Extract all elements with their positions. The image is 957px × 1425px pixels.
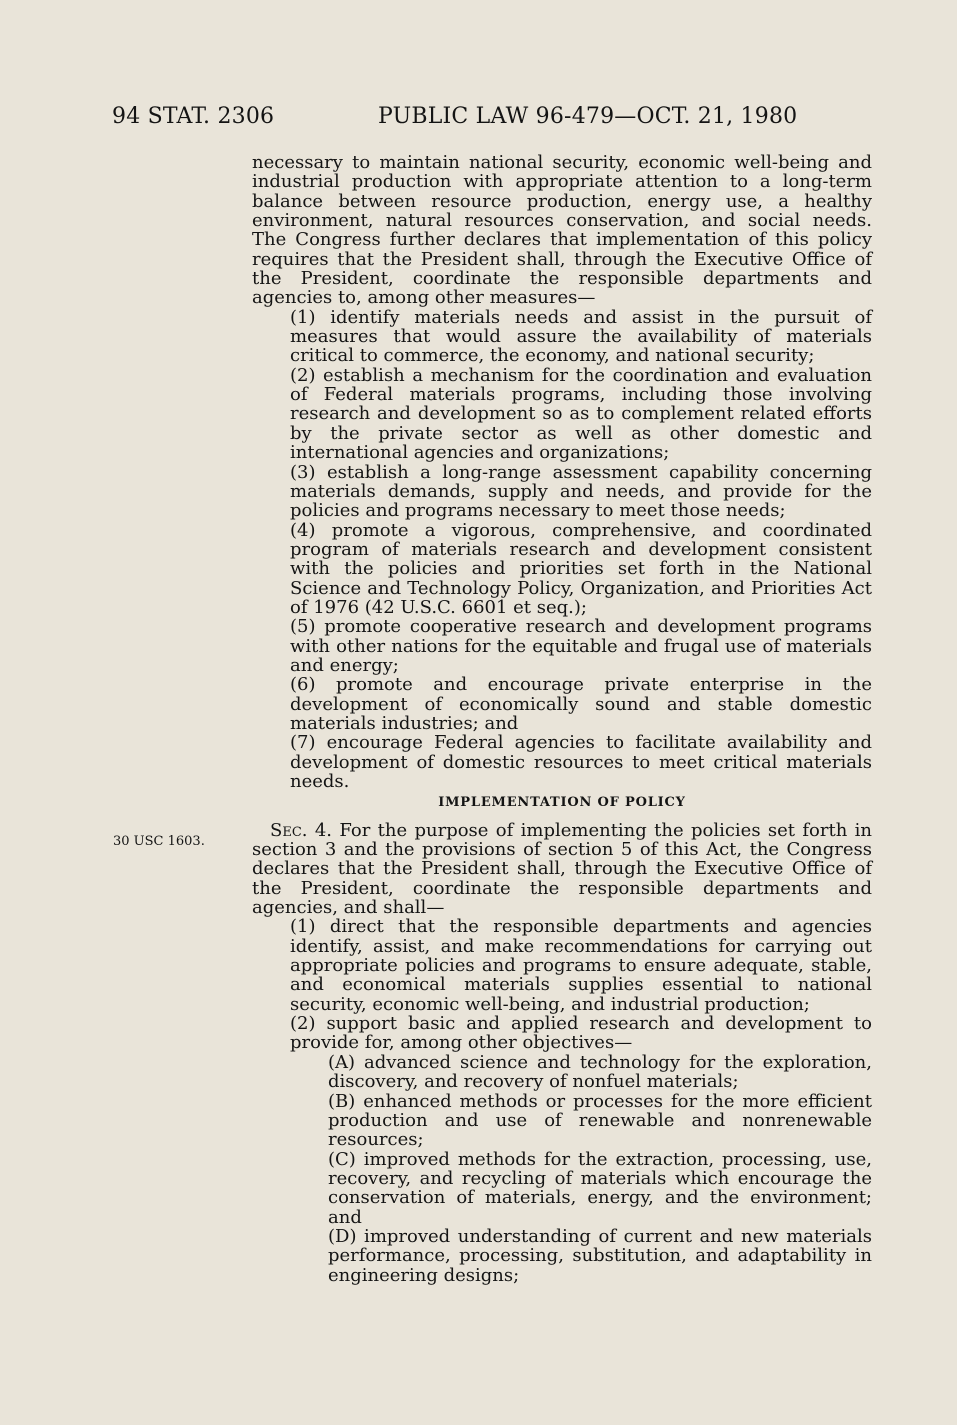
policy-item-7: (7) encourage Federal agencies to facilitate availability and development of domestic resources to meet critical materials needs. [290, 732, 872, 792]
section-4-subitem-c: (C) improved methods for the extraction, processing, use, recovery, and recycling of materials which encourage the conservation of materials, energy, and the environment; and [328, 1148, 872, 1228]
document-body [252, 153, 872, 1285]
section-4-subitem-d: (D) improved understanding of current and new materials performance, processing, substitution, and adaptability in engineering designs; [328, 1225, 872, 1286]
section-4-subitem-b: (B) enhanced methods or processes for the more efficient production and use of renewable and nonrenewable resources; [328, 1090, 872, 1151]
public-law-title: PUBLIC LAW 96-479—OCT. 21, 1980 [378, 104, 798, 129]
policy-item-5: (5) promote cooperative research and development programs with other nations for the equitable and frugal use of materials and energy; [290, 616, 872, 676]
statute-page-reference: 94 STAT. 2306 [112, 104, 275, 129]
policy-item-4: (4) promote a vigorous, comprehensive, and coordinated program of materials research and development consistent with the policies and priorities set forth in the National Science and Technology Policy, Organization, and Priorities Act of 1976 (42 U.S.C. 6601 et seq.); [290, 519, 872, 618]
section-4-subitem-a: (A) advanced science and technology for the exploration, discovery, and recovery of nonfuel materials; [328, 1051, 872, 1093]
section-4-label: Sec. 4. [270, 819, 333, 841]
intro-paragraph: necessary to maintain national security, economic well-being and industrial production with appropriate attention to a long-term balance between resource production, energy use, a healthy environment, natural resources conservation, and social needs. The Congress further declares that implementation of this policy requires that the President shall, through the Executive Office of the President, coordinate the responsible departments and agencies to, among other measures— [252, 152, 872, 309]
implementation-heading: IMPLEMENTATION OF POLICY [438, 795, 686, 811]
policy-item-3: (3) establish a long-range assessment capability concerning materials demands, supply and needs, and provide for the policies and programs necessary to meet those needs; [290, 461, 872, 522]
usc-margin-note: 30 USC 1603. [113, 834, 205, 849]
section-4-text: For the purpose of implementing the policies set forth in section 3 and the provisions of section 5 of this Act, the Congress declares that the President shall, through the Executive Office of the President, coordinate the responsible departments and agencies, and shall— [252, 819, 872, 919]
policy-item-1: (1) identify materials needs and assist in the pursuit of measures that would assure the availability of materials critical to commerce, the economy, and national security; [290, 306, 872, 367]
section-4-paragraph [252, 821, 872, 918]
policy-item-2: (2) establish a mechanism for the coordination and evaluation of Federal materials programs, including those involving research and development so as to complement related efforts by the private sector as well as other domestic and international agencies and organizations; [290, 364, 872, 464]
section-4-item-2: (2) support basic and applied research and development to provide for, among other objectives— [290, 1013, 872, 1054]
policy-item-6: (6) promote and encourage private enterprise in the development of economically sound and stable domestic materials industries; and [290, 674, 872, 734]
section-4-item-1: (1) direct that the responsible departments and agencies identify, assist, and make recommendations for carrying out appropriate policies and programs to ensure adequate, stable, and economical materials supplies essential to national security, economic well-being, and industrial production; [290, 916, 872, 1015]
